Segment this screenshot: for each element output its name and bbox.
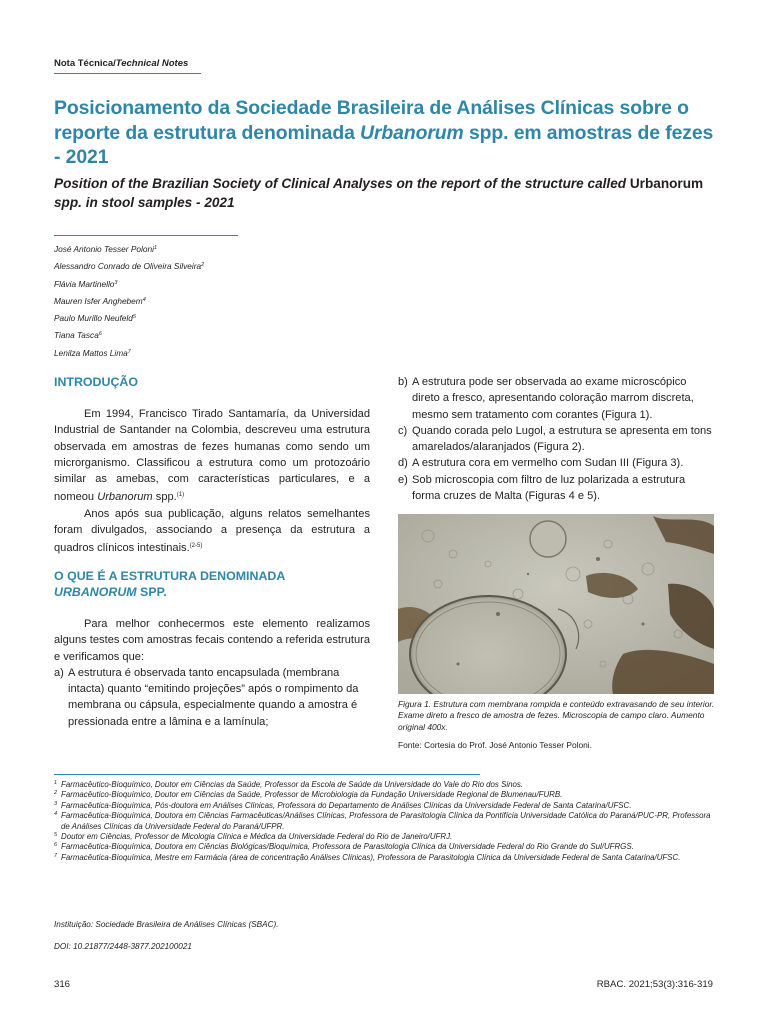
figure-credit: Fonte: Cortesia do Prof. José Antonio Tesser Poloni. [398,740,592,750]
footnote-rule [54,774,480,775]
findings-list [398,374,716,504]
author-list [54,240,204,361]
footnote: 5 Doutor em Ciências, Professor de Micologia Clínica e Médica da Universidade Federal do Rio de Janeiro/UFRJ. [54,832,453,842]
figure-1-micrograph [398,514,714,694]
section2-heading: O QUE É A ESTRUTURA DENOMINADA URBANORUM SPP. [54,569,286,599]
institution: Instituição: Sociedade Brasileira de Análises Clínicas (SBAC). [54,920,279,929]
footnote: 1 Farmacêutico-Bioquímico, Doutor em Ciências da Saúde, Professor da Escola de Saúde da Universidade do Vale do Rio dos Sinos. [54,780,523,789]
citation: (1) [176,492,185,499]
citation: (2-5) [189,543,203,550]
section-label-en: Technical Notes [115,58,189,69]
author: Alessandro Conrado de Oliveira Silveira$^2$ [54,261,205,272]
journal-reference: RBAC. 2021;53(3):316-319 [596,979,713,990]
micrograph-image [398,514,714,694]
section-rule [54,73,201,74]
authors-rule [54,235,238,236]
list-item: b) A estrutura pode ser observada ao exame microscópico direto a fresco, apresentando coloração marrom discreta, mesmo sem tratamento com corantes (Figura 1). [398,376,694,421]
article-title: Posicionamento da Sociedade Brasileira de Análises Clínicas sobre o reporte da estrutura denominada Urbanorum spp. em amostras de fezes - 2021 [54,97,714,168]
author: Flávia Martinello$^3$ [54,278,118,289]
figure-caption: Figura 1. Estrutura com membrana rompida e conteúdo extravasando de seu interior. Exame direto a fresco de amostra de fezes. Microscopia de campo claro. Aumento original 400x. [398,699,715,732]
footnote: 2 Farmacêutico-Bioquímico, Doutor em Ciências da Saúde, Professor de Microbiologia da Fundação Universidade Regional de Blumenau/FURB. [54,790,563,800]
author: Lenilza Mattos Lima$^7$ [54,347,131,358]
intro-paragraph-1: Em 1994, Francisco Tirado Santamaría, da Universidad Industrial de Santander na Colombia, descreveu uma estrutura observada em amostras de fezes humanas como sendo um microrganismo. Classificou a estrutura como um protozoário similar as amebas, com características particulares, e a nomeou Urbanorum spp.$^{(1)}$ [54,408,370,504]
intro-heading: INTRODUÇÃO [54,375,138,389]
list-item: a) A estrutura é observada tanto encapsulada (membrana intacta) quanto “emitindo projeções” após o rompimento da membrana ou cápsula, especialmente quando a amostra é pressionada entre a lâmina e a lamínula; [54,666,359,728]
footnotes [54,780,718,863]
list-item: e) Sob microscopia com filtro de luz polarizada a estrutura forma cruzes de Malta (Figuras 4 e 5). [398,473,686,503]
section-label-pt: Nota Técnica/ [54,58,116,69]
section2-paragraph: Para melhor conhecermos este elemento realizamos alguns testes com amostras fecais contendo a referida estrutura e verificamos que: [54,618,370,663]
author: Tiana Tasca$^6$ [54,330,102,341]
section2-body [54,616,370,730]
list-item: c) Quando corada pelo Lugol, a estrutura se apresenta em tons amarelados/alaranjados (Figura 2). [398,424,712,454]
footnote: 4 Farmacêutica-Bioquímica, Doutora em Ciências Farmacêuticas/Análises Clínicas, Professora de Parasitologia Clínica da Pontifícia Universidade Católica do Paraná/PUC-PR, Professora de Análises Clínicas da Universidade Federal do Paraná/UFPR. [54,811,711,831]
footnote: 6 Farmacêutica-Bioquímica, Doutora em Ciências Biológicas/Bioquímica, Professora de Parasitologia Clínica da Universidade Federal do Rio Grande do Sul/UFRGS. [54,842,634,852]
author: José Antonio Tesser Poloni$^1$ [54,244,157,254]
footnote: 3 Farmacêutica-Bioquímica, Pós-doutora em Análises Clínicas, Professora do Departamento de Análises Clínicas da Universidade Federal de Santa Catarina/UFSC. [54,800,632,810]
section-label [54,58,188,69]
author: Paulo Murillo Neufeld$^5$ [54,313,136,324]
page-number: 316 [54,979,71,990]
intro-paragraph-2: Anos após sua publicação, alguns relatos semelhantes foram divulgados, associando a presença da estrutura a quadros clínicos intestinais.$^{(2-5)}$ [54,507,370,555]
doi: DOI: 10.21877/2448-3877.202100021 [54,942,192,951]
author: Mauren Isfer Anghebem$^4$ [54,295,146,306]
footnote: 7 Farmacêutica-Bioquímica, Mestre em Farmácia (área de concentração Análises Clínicas), Professora de Parasitologia Clínica da Universidade Federal de Santa Catarina/UFSC. [54,852,681,862]
intro-body [54,406,370,557]
list-item: d) A estrutura cora em vermelho com Sudan III (Figura 3). [398,457,684,470]
article-subtitle: Position of the Brazilian Society of Clinical Analyses on the report of the structure called Urbanorum spp. in stool samples - 2021 [54,176,704,210]
